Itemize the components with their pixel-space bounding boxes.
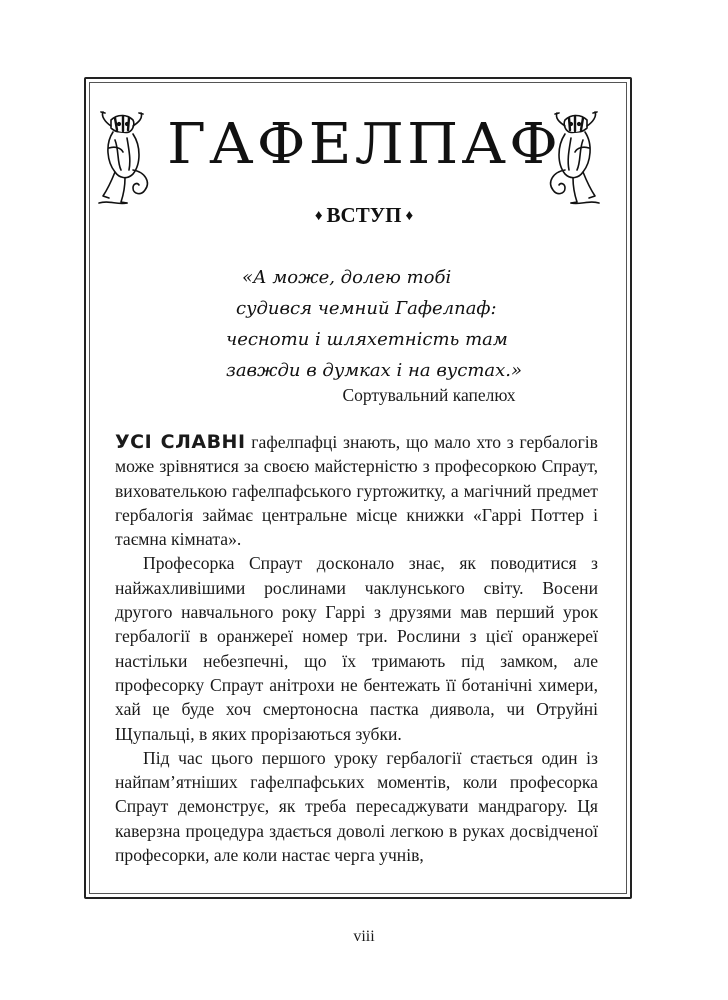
diamond-right-icon: ♦ — [405, 208, 414, 224]
body-paragraph-text: гафелпафці знають, що мало хто з гербалогів може зрівнятися за своєю майстерністю з професоркою Спраут, вихователькою гафелпафського гуртожитку, а магічний предмет гербалогія займає центральне місце книжки «Гаррі Поттер і таємна кімната». — [115, 432, 598, 550]
page-title: ГАФЕЛПАФ — [166, 112, 562, 177]
section-heading-label: ВСТУП — [326, 203, 402, 227]
body-paragraph: Під час цього першого уроку гербалогії стається один із найпам’ятніших гафелпафських моментів, коли професорка Спраут демонструє, як треба пересаджувати мандрагору. Ця каверзна процедура здається доволі легкою в руках досвідченої професорки, але коли настає черга учнів, — [115, 747, 598, 866]
lead-in-caps: УСІ СЛАВНІ — [115, 431, 246, 453]
epigraph-line: чесноти і шляхетність там — [226, 329, 508, 350]
epigraph-line: «А може, долею тобі — [242, 267, 452, 288]
body-paragraph: Професорка Спраут досконало знає, як поводитися з найжахливішими рослинами чаклунського світу. Восени другого навчального року Гаррі з друзями мав перший урок гербалогії в оранжереї номер три. Рослини з цієї оранжереї настільки небезпечні, що їх тримають під замком, але професорку Спраут анітрохи не бентежать її ботанічні химери, хай це буде хоч смертоносна пастка диявола, чи Отруйні Щупальці, в яких прорізаються зубки. — [115, 553, 598, 744]
diamond-left-icon: ♦ — [314, 208, 323, 224]
epigraph-line: завжди в думках і на вустах.» — [226, 360, 523, 381]
body-text — [115, 430, 598, 867]
epigraph-attribution: Сортувальний капелюх — [342, 385, 516, 405]
section-heading — [0, 203, 728, 228]
body-paragraph — [115, 430, 598, 551]
epigraph-line: судився чемний Гафелпаф: — [236, 298, 497, 319]
page-number: viii — [353, 928, 375, 945]
epigraph — [200, 262, 530, 386]
